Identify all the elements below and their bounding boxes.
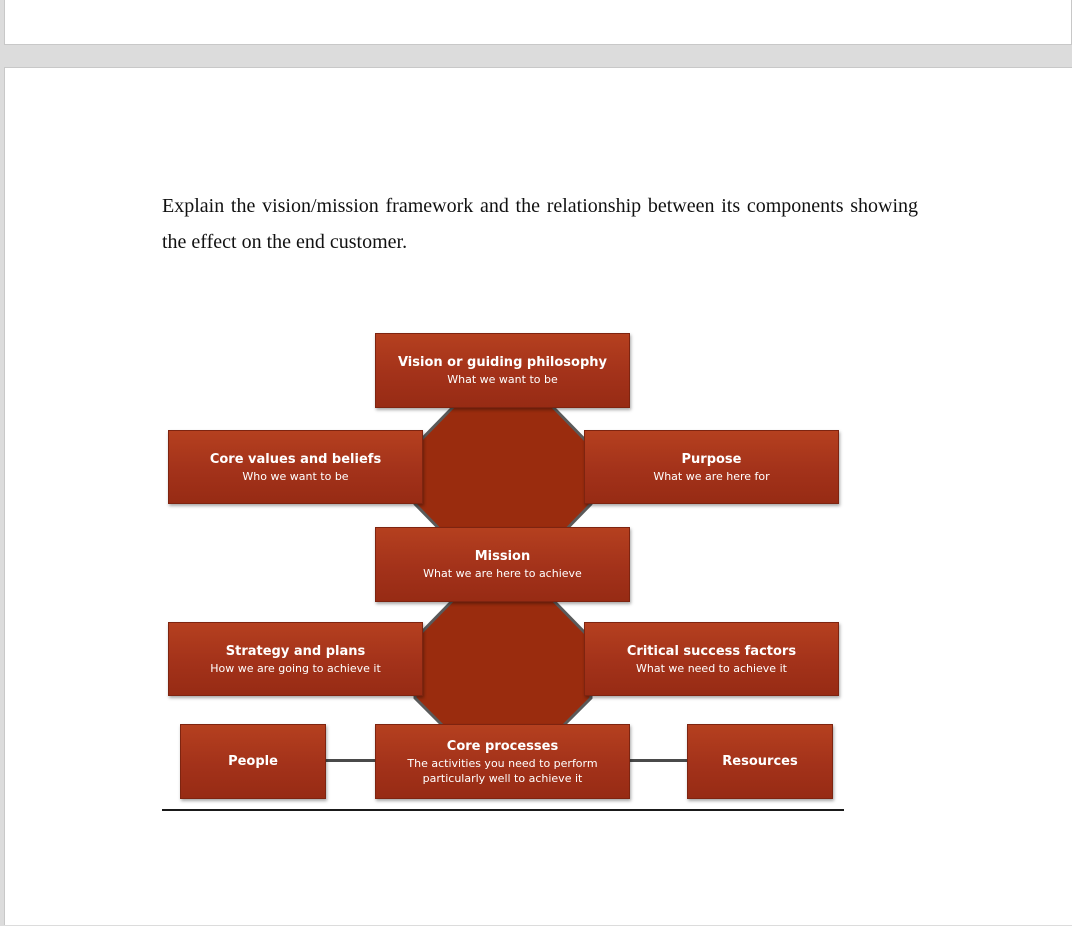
question-text: Explain the vision/mission framework and the relationship between its components showing the effect on the end customer. (162, 195, 918, 253)
mission-subtitle: What we are here to achieve (423, 567, 582, 580)
baseline-rule (162, 809, 844, 811)
csf-box (584, 622, 839, 696)
people-box (180, 724, 326, 799)
core-processes-subtitle-line1: The activities you need to perform (407, 756, 598, 770)
csf-title: Critical success factors (626, 643, 797, 659)
core-values-subtitle: Who we want to be (242, 469, 349, 483)
resources-title: Resources (722, 753, 798, 769)
purpose-title: Purpose (681, 451, 742, 467)
previous-page (4, 0, 1072, 45)
strategy-subtitle: How we are going to achieve it (210, 661, 381, 675)
mission-title: Mission (474, 549, 531, 564)
core-values-box (168, 430, 423, 504)
people-title: People (228, 753, 278, 769)
resources-connector (629, 759, 688, 762)
vision-mission-framework-diagram (5, 68, 1072, 926)
core-processes-box (375, 724, 630, 799)
core-processes-subtitle-line2: particularly well to achieve it (422, 771, 583, 785)
purpose-subtitle: What we are here for (653, 469, 770, 483)
core-values-title: Core values and beliefs (209, 451, 382, 467)
upper-octagon (415, 405, 591, 545)
vision-box (375, 333, 630, 408)
people-connector (325, 759, 376, 762)
purpose-box (584, 430, 839, 504)
resources-box (687, 724, 833, 799)
vision-title: Vision or guiding philosophy (397, 355, 608, 370)
lower-octagon (415, 598, 591, 738)
csf-subtitle: What we need to achieve it (636, 661, 787, 675)
strategy-box (168, 622, 423, 696)
document-page (4, 67, 1072, 925)
vision-subtitle: What we want to be (447, 373, 558, 386)
core-processes-title: Core processes (446, 738, 559, 754)
strategy-title: Strategy and plans (225, 643, 366, 659)
mission-box (375, 527, 630, 602)
